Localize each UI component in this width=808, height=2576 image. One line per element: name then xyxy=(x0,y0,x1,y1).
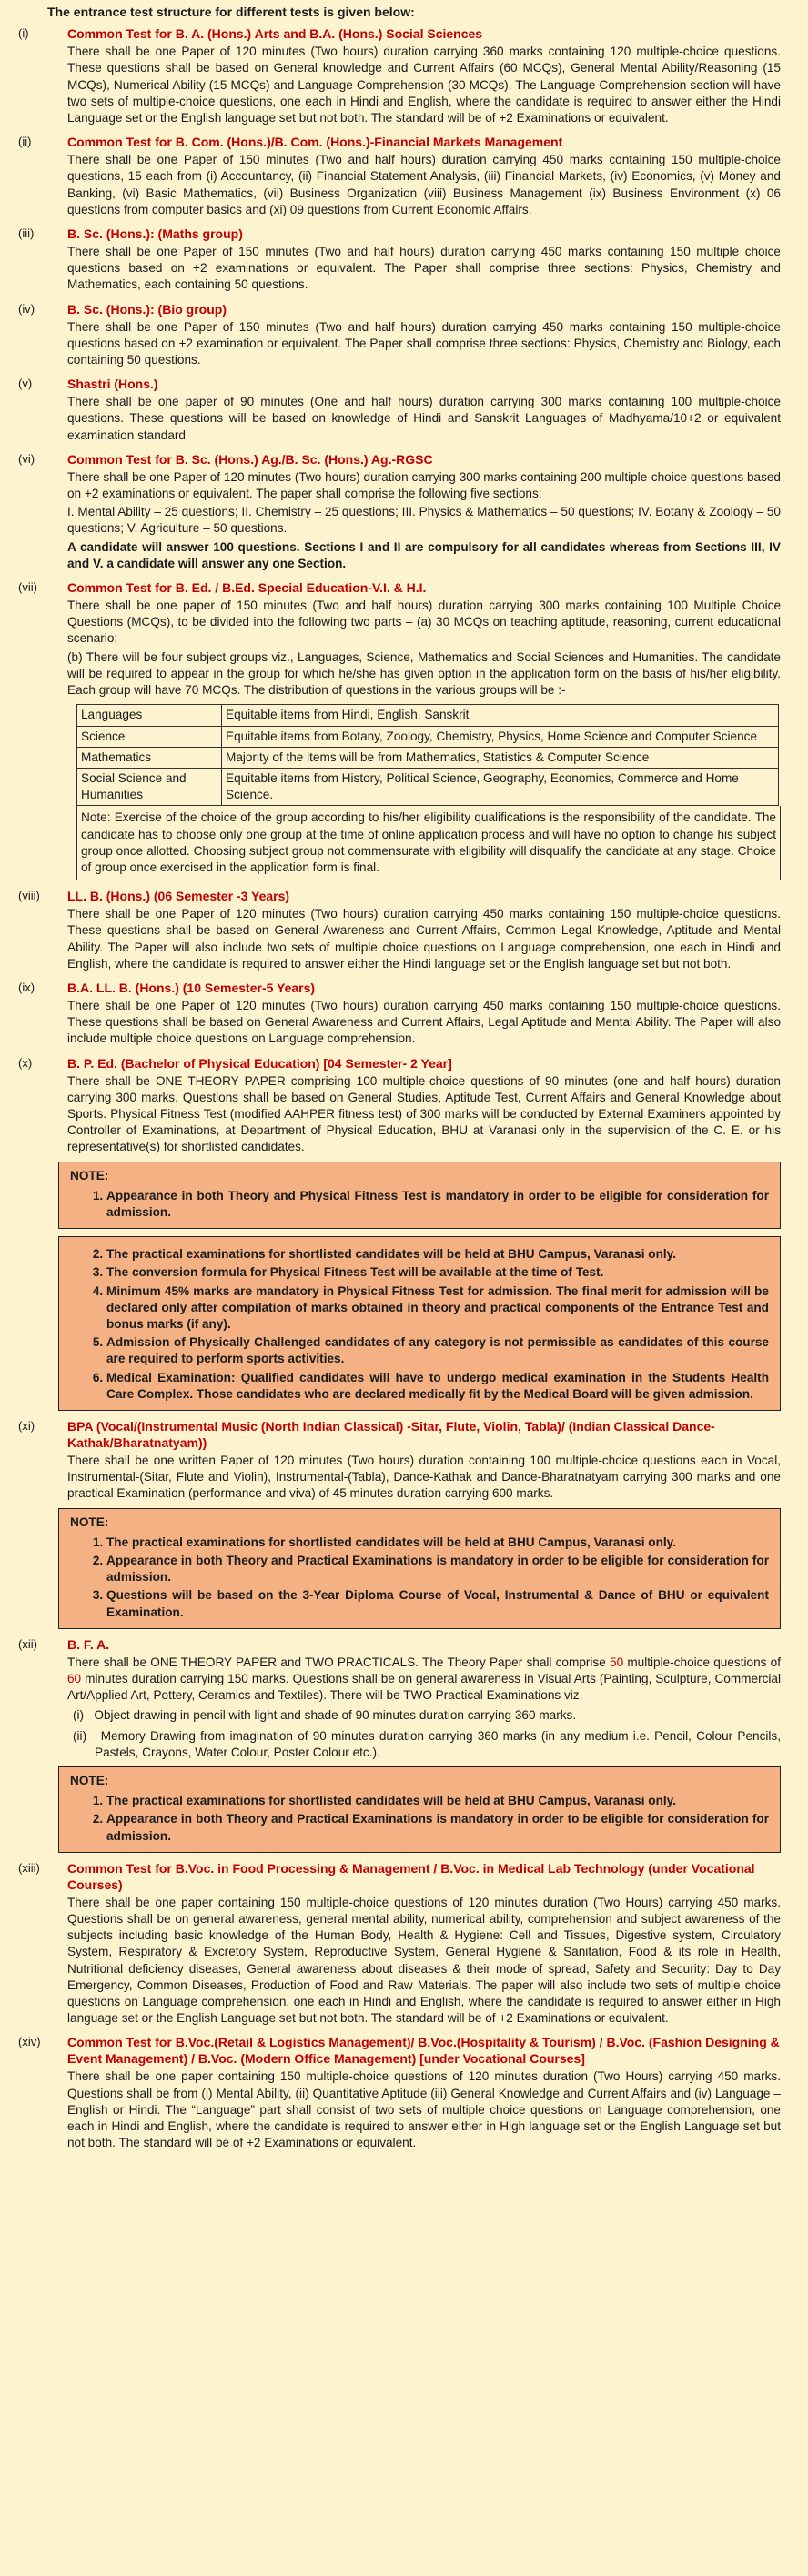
practical-list xyxy=(73,1707,781,1761)
section-8 xyxy=(0,888,808,972)
section-heading: Shastri (Hons.) xyxy=(67,377,158,392)
section-number: (i) xyxy=(18,26,29,41)
table-row xyxy=(77,705,779,726)
question-count: 50 xyxy=(610,1655,624,1669)
table-row xyxy=(77,747,779,768)
note-item: 5. Admission of Physically Challenged candidates of any category is not permissible as candidates of this course are required to perform sports activities. xyxy=(106,1334,769,1367)
section-text: There shall be one Paper of 120 minutes (Two hours) duration carrying 360 marks containing 120 multiple-choice questions. These questions shall be based on General knowledge and Current Affairs (60 MCQs), General Mental Ability/Reasoning (15 MCQs), Numerical Ability (15 MCQs) and Language Comprehension (30 MCQs). The Language Comprehension section will have two sets of multiple-choice questions, one each in Hindi and English, where the candidate is required to answer either the Hindi Language set or the English language set but not both. The standard will be of +2 Examinations or equivalent. xyxy=(67,45,781,126)
section-10 xyxy=(0,1055,808,1411)
note-item: 3. The conversion formula for Physical Fitness Test will be available at the time of Test. xyxy=(106,1264,769,1281)
section-text: There shall be one Paper of 120 minutes (Two hours) duration carrying 450 marks containing 150 multiple-choice questions. These questions shall be based on General Awareness and Current Affairs, Common Legal Knowledge, Aptitude and Mental Ability. The Paper will also include two sets of multiple choice questions on Language comprehension, one each in Hindi and English, where the candidate is required to answer either the Hindi language set or the English language set but not both. xyxy=(67,907,781,971)
list-item: (i) Object drawing in pencil with light and shade of 90 minutes duration carrying 360 marks. xyxy=(73,1708,577,1723)
section-heading: Common Test for B. Sc. (Hons.) Ag./B. Sc. (Hons.) Ag.-RGSC xyxy=(67,451,433,467)
page-title: The entrance test structure for different tests is given below: xyxy=(47,5,415,19)
section-text: There shall be one Paper of 150 minutes (Two and half hours) duration carrying 450 marks containing 150 multiple-choice questions based on +2 examination or equivalent. The Paper shall comprise three sections: Physics, Chemistry and Biology, each containing 50 questions. xyxy=(67,319,781,367)
note-item: 2. The practical examinations for shortlisted candidates will be held at BHU Campus, Varanasi only. xyxy=(106,1246,769,1263)
section-number: (viii) xyxy=(18,889,40,903)
section-text: There shall be one Paper of 120 minutes (Two hours) duration carrying 450 marks containing 150 multiple-choice questions. These questions shall be based on General Awareness and Current Affairs, Legal Aptitude and Mental Ability. The Paper will also include multiple choice questions on Language comprehension. xyxy=(67,998,781,1046)
note-item: 6. Medical Examination: Qualified candidates will have to undergo medical examination in the Students Health Care Complex. Those candidates who are declared medically fit by the Medical Board will be given admission. xyxy=(106,1370,769,1403)
section-text: There shall be one Paper of 150 minutes (Two and half hours) duration carrying 450 marks containing 150 multiple-choice questions, 15 each from (i) Accountancy, (ii) Financial Statement Analysis, (iii) Financial Markets, (iv) Economics, (v) Money and Banking, (vi) Basic Mathematics, (vii) Business Organization (viii) Business Management (ix) Business Environment (x) 06 questions from computer basics and (xi) 09 questions from Current Economic Affairs. xyxy=(67,153,781,216)
section-list: I. Mental Ability – 25 questions; II. Chemistry – 25 questions; III. Physics & Mathematics – 50 questions; IV. Botany & Zoology – 50 questions; V. Agriculture – 50 questions. xyxy=(67,505,781,536)
group-note: Note: Exercise of the choice of the group according to his/her eligibility qualifications is the responsibility of the candidate. The candidate has to choose only one group at the time of online application process and will have no option to change his subject group once allotted. Choosing subject group not commensurate with eligibility will disqualify the candidate at any stage. Choice of group once exercised in the application form is final. xyxy=(76,806,781,880)
section-number: (ix) xyxy=(18,980,35,994)
group-desc: Equitable items from Hindi, English, Sanskrit xyxy=(222,705,779,726)
group-desc: Majority of the items will be from Mathematics, Statistics & Computer Science xyxy=(222,747,779,768)
section-heading: Common Test for B.Voc.(Retail & Logistics Management)/ B.Voc.(Hospitality & Tourism) / B.Voc. (Fashion Designing & Event Management) / B.Voc. (Modern Office Management) [under Vocational Courses] xyxy=(67,2035,780,2067)
section-text: There shall be one Paper of 120 minutes (Two hours) duration carrying 300 marks containing 200 multiple-choice questions based on +2 examinations or equivalent. The paper shall comprise the following five sections: xyxy=(67,469,781,501)
section-4 xyxy=(0,301,808,369)
section-number: (vi) xyxy=(18,451,35,466)
section-heading: Common Test for B.Voc. in Food Processing & Management / B.Voc. in Medical Lab Technology (under Vocational Courses) xyxy=(67,1860,755,1892)
section-12 xyxy=(0,1636,808,1853)
note-item: 1. Appearance in both Theory and Physical Fitness Test is mandatory in order to be eligible for consideration for admission. xyxy=(106,1188,769,1221)
section-number: (vii) xyxy=(18,580,37,595)
section-5 xyxy=(0,376,808,444)
section-heading: B.A. LL. B. (Hons.) (10 Semester-5 Years) xyxy=(67,980,316,995)
table-row xyxy=(77,768,779,805)
note-label: NOTE: xyxy=(70,1514,109,1529)
group-desc: Equitable items from History, Political Science, Geography, Economics, Commerce and Home Science. xyxy=(222,768,779,805)
note-box xyxy=(58,1766,781,1853)
section-text: There shall be ONE THEORY PAPER and TWO PRACTICALS. The Theory Paper shall comprise 50 multiple-choice questions of 60 minutes duration carrying 150 marks. Questions shall be on general awareness in Visual Arts (Painting, Sculpture, Commercial Art/Applied Art, Pottery, Ceramics and Textiles). There will be TWO Practical Examinations viz. xyxy=(67,1655,781,1703)
section-heading: B. P. Ed. (Bachelor of Physical Education) [04 Semester- 2 Year] xyxy=(67,1055,452,1071)
section-heading: B. F. A. xyxy=(67,1636,110,1652)
note-box xyxy=(58,1508,781,1629)
section-text: There shall be ONE THEORY PAPER comprising 100 multiple-choice questions of 90 minutes (one and half hours) duration carrying 300 marks. Questions shall be based on General Studies, Aptitude Test, Current Affairs and General Knowledge about Sports. Physical Fitness Test (modified AAHPER fitness test) of 300 marks will be conducted by External Examiners appointed by Controller of Examinations, at Department of Physical Education, BHU at Varanasi only in the supervision of the C. E. or his representative(s) for shortlisted candidates. xyxy=(67,1073,781,1154)
section-number: (xiv) xyxy=(18,2035,41,2049)
note-item: 1. The practical examinations for shortlisted candidates will be held at BHU Campus, Varanasi only. xyxy=(106,1535,769,1551)
section-heading: B. Sc. (Hons.): (Bio group) xyxy=(67,301,227,317)
section-7 xyxy=(0,579,808,880)
section-number: (iii) xyxy=(18,226,35,241)
section-heading: Common Test for B. A. (Hons.) Arts and B.A. (Hons.) Social Sciences xyxy=(67,26,483,42)
section-text-b: (b) There will be four subject groups viz., Languages, Science, Mathematics and Social Sciences and Humanities. The candidate will be required to appear in the group for which he/she has given option in the application form on the basis of his/her eligibility. Each group will have 70 MCQs. The distribution of questions in the various groups will be :- xyxy=(67,649,781,698)
section-1 xyxy=(0,25,808,126)
table-row xyxy=(77,726,779,747)
note-box xyxy=(58,1162,781,1230)
section-text: There shall be one written Paper of 120 minutes (Two hours) duration containing 100 multiple-choice questions each in Vocal, Instrumental-(Sitar, Flute and Violin), Instrumental-(Tabla), Dance-Kathak and Dance-Bharatnatyam carrying 300 marks and one practical Examination (performance and viva) of 45 minutes duration carrying 600 marks. xyxy=(67,1454,781,1501)
section-11 xyxy=(0,1418,808,1629)
section-number: (xii) xyxy=(18,1636,37,1651)
section-14 xyxy=(0,2034,808,2151)
section-number: (iv) xyxy=(18,301,35,316)
section-text: There shall be one paper of 90 minutes (One and half hours) duration carrying 300 marks containing 100 multiple-choice questions. These questions will be based on knowledge of Hindi and Sanskrit Languages of Madhyama/10+2 or equivalent examination standard xyxy=(67,395,781,442)
section-text: There shall be one paper containing 150 multiple-choice questions of 120 minutes duration (Two Hours) carrying 450 marks. Questions shall be on general awareness, general mental ability, numerical ability, comprehension and subject awareness of the subjects including basic knowledge of the Human Body, Health & Hygiene: Cell and Tissues, Digestive system, Circulatory System, Respiratory & Excretory System, Reproductive System, General Hygiene & Sanitation, Food & its role in Health, Nutritional deficiency diseases, General awareness about diseases & their mode of spread, Safety and Security: Day to Day Emergency, Common Diseases, Production of Food and Raw Materials. The paper will also include two sets of multiple choice questions on Language comprehension, one each in Hindi and English, where the candidate is required to answer either in High language set or the English Language set but not both. The standard will be of +2 Examinations or equivalent. xyxy=(67,1895,781,2026)
note-item: 3. Questions will be based on the 3-Year Diploma Course of Vocal, Instrumental & Dance of BHU or equivalent Examination. xyxy=(106,1587,769,1620)
note-item: 4. Minimum 45% marks are mandatory in Physical Fitness Test for admission. The final merit for admission will be declared only after compilation of marks obtained in theory and practical components of the Entrance Test and bonus marks (if any). xyxy=(106,1283,769,1333)
note-item: 2. Appearance in both Theory and Practical Examinations is mandatory in order to be eligible for consideration for admission. xyxy=(106,1553,769,1585)
section-text: There shall be one paper containing 150 multiple-choice questions of 120 minutes duration (Two Hours) carrying 450 marks. Questions shall be from (i) Mental Ability, (ii) Quantitative Aptitude (iii) General Knowledge and Current Affairs and (iv) Language – English or Hindi. The “Language” part shall consist of two sets of multiple choice questions on Language comprehension, one each in Hindi and English, where the candidate is required to answer either in High language set or the English Language set but not both. The standard will be of +2 Examinations or equivalent. xyxy=(67,2069,781,2150)
section-6 xyxy=(0,451,808,572)
section-text: There shall be one paper of 150 minutes (Two and half hours) duration carrying 300 marks containing 100 Multiple Choice Questions (MCQs), to be divided into the following two parts – (a) 30 MCQs on teaching aptitude, reasoning, current educational scenario; xyxy=(67,599,781,646)
section-13 xyxy=(0,1860,808,2028)
duration-minutes: 60 xyxy=(67,1672,82,1686)
section-number: (v) xyxy=(18,377,33,391)
section-3 xyxy=(0,226,808,294)
section-9 xyxy=(0,980,808,1048)
list-item: (ii) Memory Drawing from imagination of 90 minutes duration carrying 360 marks (in any medium i.e. Pencil, Colour Pencils, Pastels, Crayons, Water Colour, Poster Colour etc.). xyxy=(73,1728,781,1759)
note-box-continued xyxy=(58,1236,781,1411)
note-item: 2. Appearance in both Theory and Practical Examinations is mandatory in order to be eligible for consideration for admission. xyxy=(106,1811,769,1844)
section-heading: Common Test for B. Ed. / B.Ed. Special Education-V.I. & H.I. xyxy=(67,580,427,596)
note-label: NOTE: xyxy=(70,1168,109,1182)
note-item: 1. The practical examinations for shortlisted candidates will be held at BHU Campus, Varanasi only. xyxy=(106,1793,769,1809)
section-number: (xi) xyxy=(18,1419,35,1433)
note-label: NOTE: xyxy=(70,1774,109,1788)
section-instruction: A candidate will answer 100 questions. Sections I and II are compulsory for all candidates whereas from Sections III, IV and V. a candidate will answer any one Section. xyxy=(67,539,781,570)
section-text: There shall be one Paper of 150 minutes (Two and half hours) duration carrying 450 marks containing 150 multiple choice questions based on +2 examinations or equivalent. The Paper shall comprise three sections: Physics, Chemistry and Mathematics, each containing 50 questions. xyxy=(67,245,781,292)
section-heading: Common Test for B. Com. (Hons.)/B. Com. (Hons.)-Financial Markets Management xyxy=(67,135,563,150)
group-name: Languages xyxy=(77,705,222,726)
section-number: (xiii) xyxy=(18,1860,40,1875)
section-heading: BPA (Vocal/(Instrumental Music (North Indian Classical) -Sitar, Flute, Violin, Tabla)/ (Indian Classical Dance-Kathak/Bharatnatyam)) xyxy=(67,1419,715,1450)
section-number: (ii) xyxy=(18,135,32,149)
group-desc: Equitable items from Botany, Zoology, Chemistry, Physics, Home Science and Computer Science xyxy=(222,726,779,747)
group-name: Social Science and Humanities xyxy=(77,768,222,805)
section-heading: B. Sc. (Hons.): (Maths group) xyxy=(67,226,243,242)
group-name: Mathematics xyxy=(77,747,222,768)
section-heading: LL. B. (Hons.) (06 Semester -3 Years) xyxy=(67,889,290,904)
section-2 xyxy=(0,134,808,218)
section-number: (x) xyxy=(18,1055,33,1070)
group-name: Science xyxy=(77,726,222,747)
subject-groups-table xyxy=(76,704,779,806)
